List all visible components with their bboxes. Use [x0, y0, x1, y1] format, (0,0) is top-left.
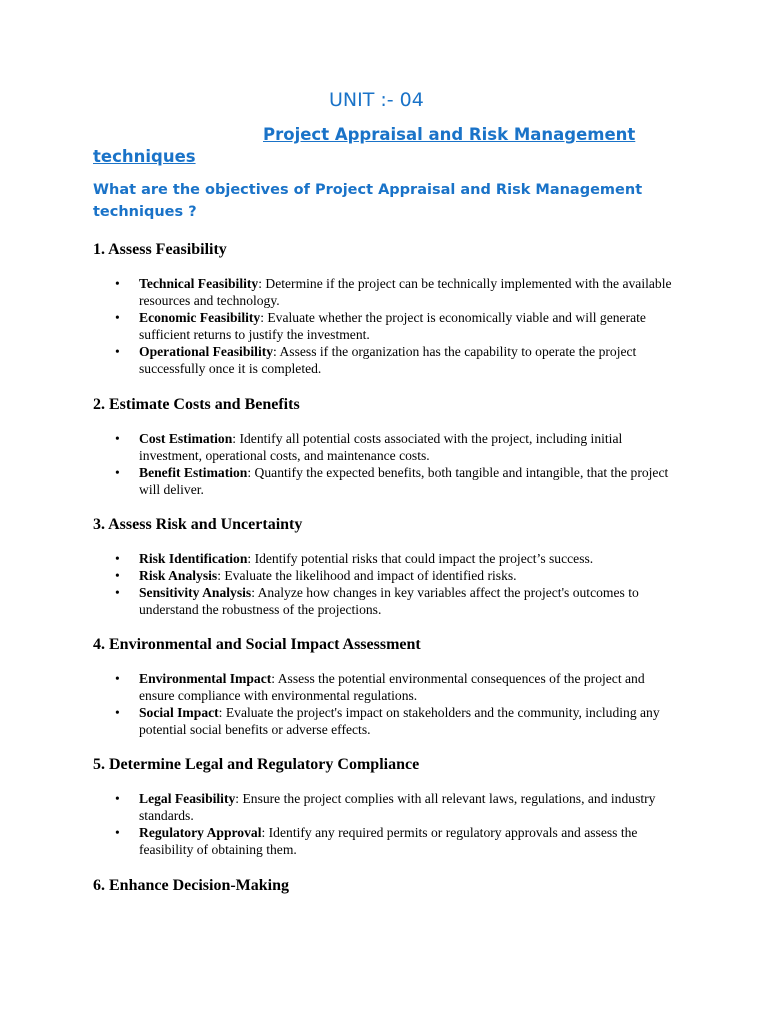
list-item: [115, 430, 683, 464]
bullet-list: [93, 275, 683, 377]
list-item-text: : Evaluate the project's impact on stakeholders and the community, including any potential social benefits or adverse effects.: [139, 705, 660, 737]
list-item-term: Benefit Estimation: [139, 465, 248, 480]
list-item-text: : Evaluate whether the project is economically viable and will generate sufficient returns to justify the investment.: [139, 310, 646, 342]
bullet-list: [93, 550, 683, 618]
section-decision-making: [93, 876, 683, 896]
bullet-icon: •: [115, 791, 120, 806]
list-item-term: Regulatory Approval: [139, 825, 262, 840]
list-item: [115, 464, 683, 498]
list-item-term: Technical Feasibility: [139, 276, 259, 291]
main-title[interactable]: Project Appraisal and Risk Management techniques: [93, 125, 636, 166]
list-item-text: : Evaluate the likelihood and impact of identified risks.: [217, 568, 517, 583]
list-item-text: : Assess if the organization has the capability to operate the project successfully once it is completed.: [139, 344, 637, 376]
bullet-icon: •: [115, 431, 120, 446]
bullet-list: [93, 670, 683, 738]
list-item-term: Operational Feasibility: [139, 344, 274, 359]
section-heading: 5. Determine Legal and Regulatory Compliance: [93, 756, 420, 773]
list-item: [115, 584, 683, 618]
bullet-icon: •: [115, 276, 120, 291]
bullet-list: [93, 430, 683, 498]
list-item-term: Legal Feasibility: [139, 791, 236, 806]
list-item: [115, 670, 683, 704]
bullet-icon: •: [115, 344, 120, 359]
list-item: [115, 275, 683, 309]
list-item: [115, 704, 683, 738]
section-heading: 4. Environmental and Social Impact Assessment: [93, 636, 421, 653]
unit-title: UNIT :- 04: [329, 89, 424, 111]
section-assess-feasibility: [93, 240, 683, 377]
bullet-icon: •: [115, 465, 120, 480]
list-item-term: Risk Identification: [139, 551, 248, 566]
bullet-icon: •: [115, 585, 120, 600]
list-item: [115, 550, 683, 567]
list-item: [115, 824, 683, 858]
bullet-icon: •: [115, 671, 120, 686]
list-item-text: : Identify any required permits or regulatory approvals and assess the feasibility of obtaining them.: [139, 825, 638, 857]
section-heading: 2. Estimate Costs and Benefits: [93, 396, 300, 413]
bullet-list: [93, 790, 683, 858]
section-heading: 1. Assess Feasibility: [93, 241, 227, 258]
list-item-text: : Identify potential risks that could impact the project’s success.: [247, 551, 594, 566]
list-item-term: Cost Estimation: [139, 431, 233, 446]
bullet-icon: •: [115, 825, 120, 840]
bullet-icon: •: [115, 551, 120, 566]
section-assess-risk: [93, 515, 683, 618]
list-item-text: : Analyze how changes in key variables affect the project's outcomes to understand the robustness of the projections.: [139, 585, 639, 617]
section-environmental-social: [93, 635, 683, 738]
list-item-text: : Determine if the project can be technically implemented with the available resources and technology.: [139, 276, 672, 308]
list-item: [115, 309, 683, 343]
bullet-icon: •: [115, 568, 120, 583]
list-item-text: : Ensure the project complies with all relevant laws, regulations, and industry standards.: [139, 791, 656, 823]
bullet-icon: •: [115, 310, 120, 325]
list-item-text: : Identify all potential costs associated with the project, including initial investment, operational costs, and maintenance costs.: [139, 431, 623, 463]
section-estimate-costs-benefits: [93, 395, 683, 498]
section-legal-regulatory: [93, 755, 683, 858]
list-item: [115, 343, 683, 377]
list-item-text: : Quantify the expected benefits, both tangible and intangible, that the project will deliver.: [139, 465, 669, 497]
list-item-term: Economic Feasibility: [139, 310, 261, 325]
section-heading: 3. Assess Risk and Uncertainty: [93, 516, 303, 533]
objectives-question: What are the objectives of Project Appraisal and Risk Management techniques ?: [93, 182, 643, 220]
list-item-term: Risk Analysis: [139, 568, 218, 583]
bullet-icon: •: [115, 705, 120, 720]
list-item: [115, 567, 683, 584]
list-item-term: Sensitivity Analysis: [139, 585, 252, 600]
list-item-term: Environmental Impact: [139, 671, 272, 686]
list-item: [115, 790, 683, 824]
list-item-term: Social Impact: [139, 705, 219, 720]
section-heading: 6. Enhance Decision-Making: [93, 877, 290, 894]
list-item-text: : Assess the potential environmental consequences of the project and ensure compliance with environmental regulations.: [139, 671, 645, 703]
